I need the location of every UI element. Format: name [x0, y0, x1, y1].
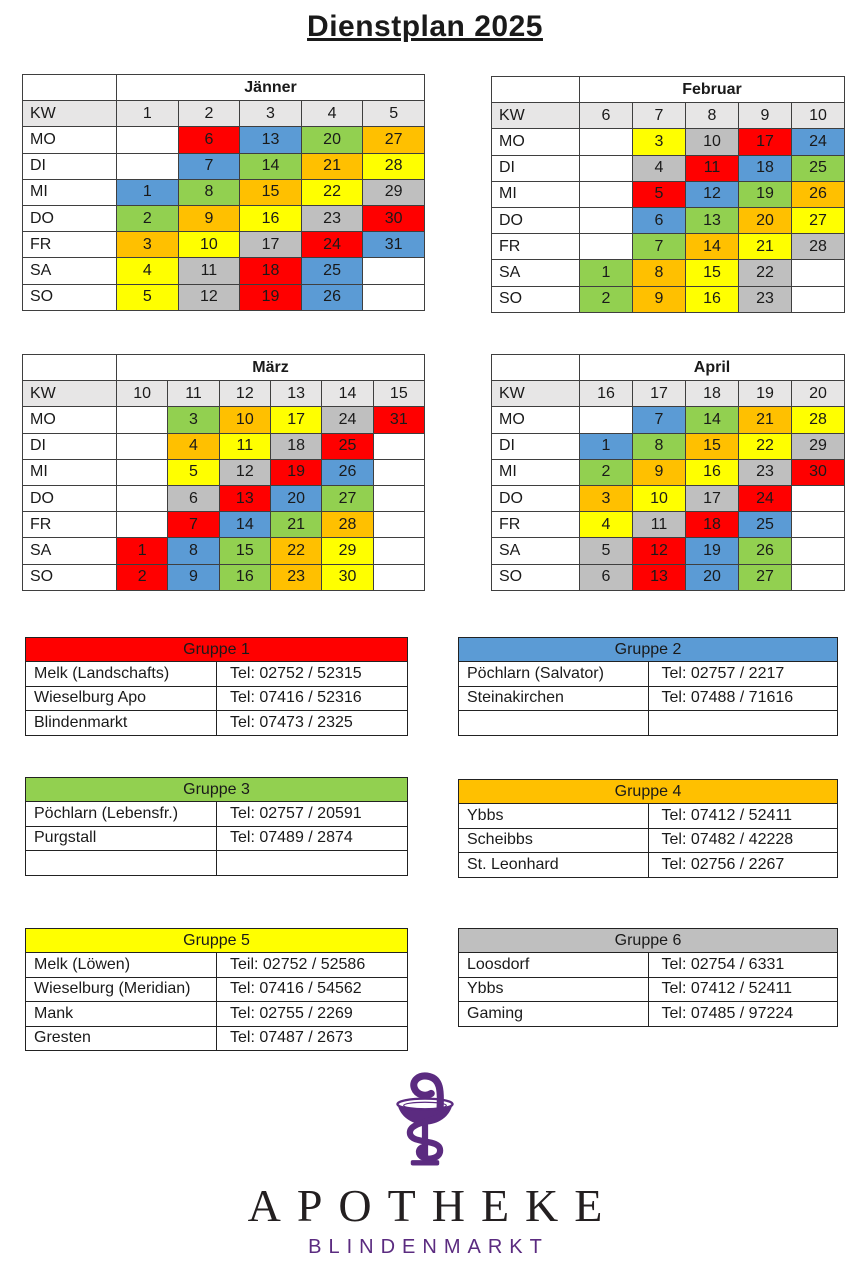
pharmacy-phone: Tel: 02754 / 6331 [648, 953, 838, 977]
empty-cell [580, 207, 633, 233]
group-header: Gruppe 4 [459, 780, 838, 804]
pharmacy-name: Mank [26, 1002, 217, 1026]
day-cell: 16 [240, 205, 302, 231]
day-label: DO [23, 205, 117, 231]
day-cell: 7 [633, 407, 686, 433]
day-label: MI [23, 459, 117, 485]
day-cell: 26 [792, 181, 845, 207]
day-label: SA [492, 538, 580, 564]
calendar-februar [491, 76, 845, 313]
day-cell: 27 [792, 207, 845, 233]
bowl-of-hygieia-icon [385, 1072, 465, 1170]
pharmacy-phone: Tel: 07482 / 42228 [648, 828, 838, 852]
day-cell: 11 [178, 258, 240, 284]
day-cell: 21 [270, 512, 321, 538]
day-cell: 27 [322, 485, 373, 511]
empty-cell [117, 459, 168, 485]
group-header: Gruppe 6 [459, 929, 838, 953]
day-cell: 8 [633, 433, 686, 459]
day-cell: 16 [686, 286, 739, 312]
group-header: Gruppe 5 [26, 929, 408, 953]
day-cell: 19 [240, 284, 302, 310]
day-cell: 24 [739, 485, 792, 511]
day-cell: 11 [219, 433, 270, 459]
day-cell: 5 [117, 284, 179, 310]
day-cell: 19 [686, 538, 739, 564]
pharmacy-name: Pöchlarn (Lebensfr.) [26, 802, 217, 826]
corner-cell [23, 355, 117, 381]
pharmacy-name: St. Leonhard [459, 853, 649, 877]
day-cell: 3 [168, 407, 219, 433]
month-title: Jänner [117, 75, 425, 101]
day-cell: 3 [633, 129, 686, 155]
day-cell: 20 [301, 127, 363, 153]
pharmacy-name: Melk (Löwen) [26, 953, 217, 977]
logo-wordmark: APOTHEKE [247, 1180, 619, 1231]
group-table-6 [458, 928, 838, 1027]
day-cell: 25 [739, 512, 792, 538]
calendar-jaenner [22, 74, 425, 311]
day-cell: 4 [168, 433, 219, 459]
month-title: Februar [580, 77, 845, 103]
corner-cell [23, 75, 117, 101]
kw-number: 20 [792, 381, 845, 407]
day-cell: 27 [739, 564, 792, 590]
day-label: SO [492, 564, 580, 590]
day-cell: 6 [580, 564, 633, 590]
pharmacy-phone: Tel: 07487 / 2673 [217, 1026, 408, 1050]
kw-number: 10 [117, 381, 168, 407]
group-table-4 [458, 779, 838, 878]
calendar-table [491, 354, 845, 591]
day-cell: 10 [633, 485, 686, 511]
empty-cell [26, 851, 217, 875]
day-label: FR [23, 232, 117, 258]
day-cell: 1 [117, 179, 179, 205]
empty-cell [459, 711, 649, 735]
day-cell: 13 [686, 207, 739, 233]
empty-cell [363, 258, 425, 284]
day-cell: 25 [792, 155, 845, 181]
day-cell: 4 [117, 258, 179, 284]
day-cell: 15 [240, 179, 302, 205]
day-label: MO [23, 127, 117, 153]
pharmacy-phone: Tel: 07485 / 97224 [648, 1002, 838, 1026]
empty-cell [792, 512, 845, 538]
day-cell: 25 [322, 433, 373, 459]
day-cell: 24 [322, 407, 373, 433]
group-header: Gruppe 2 [459, 638, 838, 662]
kw-label: KW [23, 101, 117, 127]
pharmacy-phone: Tel: 07488 / 71616 [648, 686, 838, 710]
kw-number: 11 [168, 381, 219, 407]
day-label: FR [23, 512, 117, 538]
kw-number: 10 [792, 103, 845, 129]
day-cell: 5 [168, 459, 219, 485]
day-cell: 14 [686, 407, 739, 433]
pharmacy-phone: Tel: 07416 / 52316 [217, 686, 408, 710]
empty-cell [792, 286, 845, 312]
empty-cell [580, 234, 633, 260]
day-label: DO [492, 485, 580, 511]
day-cell: 12 [178, 284, 240, 310]
day-cell: 1 [580, 433, 633, 459]
kw-number: 15 [373, 381, 424, 407]
day-cell: 23 [739, 459, 792, 485]
empty-cell [217, 851, 408, 875]
calendar-maerz [22, 354, 425, 591]
day-cell: 22 [739, 260, 792, 286]
day-cell: 29 [322, 538, 373, 564]
day-cell: 15 [686, 433, 739, 459]
day-cell: 17 [739, 129, 792, 155]
calendar-april [491, 354, 845, 591]
empty-cell [792, 260, 845, 286]
day-cell: 20 [270, 485, 321, 511]
day-cell: 17 [240, 232, 302, 258]
day-cell: 15 [686, 260, 739, 286]
pharmacy-name: Loosdorf [459, 953, 649, 977]
day-label: SA [23, 258, 117, 284]
pharmacy-name: Wieselburg Apo [26, 686, 217, 710]
empty-cell [117, 512, 168, 538]
day-cell: 4 [633, 155, 686, 181]
day-cell: 1 [580, 260, 633, 286]
group-table [25, 637, 408, 736]
group-table [458, 779, 838, 878]
empty-cell [648, 711, 838, 735]
calendar-table [22, 354, 425, 591]
day-cell: 5 [580, 538, 633, 564]
day-cell: 18 [240, 258, 302, 284]
empty-cell [117, 127, 179, 153]
kw-number: 19 [739, 381, 792, 407]
empty-cell [117, 433, 168, 459]
pharmacy-name: Ybbs [459, 977, 649, 1001]
day-cell: 10 [686, 129, 739, 155]
empty-cell [792, 564, 845, 590]
day-label: SO [492, 286, 580, 312]
day-cell: 21 [739, 234, 792, 260]
empty-cell [373, 538, 424, 564]
day-cell: 29 [792, 433, 845, 459]
pharmacy-name: Gaming [459, 1002, 649, 1026]
day-label: FR [492, 234, 580, 260]
group-table [25, 928, 408, 1051]
page-title: Dienstplan 2025 [307, 10, 543, 43]
group-table [458, 637, 838, 736]
kw-number: 7 [633, 103, 686, 129]
day-label: MI [492, 181, 580, 207]
empty-cell [117, 407, 168, 433]
day-cell: 3 [117, 232, 179, 258]
kw-number: 4 [301, 101, 363, 127]
day-cell: 2 [117, 564, 168, 590]
day-cell: 30 [322, 564, 373, 590]
kw-number: 6 [580, 103, 633, 129]
group-table [458, 928, 838, 1027]
day-label: SO [23, 564, 117, 590]
day-cell: 20 [686, 564, 739, 590]
day-cell: 13 [633, 564, 686, 590]
day-label: SA [492, 260, 580, 286]
pharmacy-name: Scheibbs [459, 828, 649, 852]
kw-number: 3 [240, 101, 302, 127]
empty-cell [363, 284, 425, 310]
pharmacy-phone: Tel: 02756 / 2267 [648, 853, 838, 877]
day-cell: 19 [739, 181, 792, 207]
pharmacy-phone: Tel: 07412 / 52411 [648, 977, 838, 1001]
empty-cell [373, 485, 424, 511]
day-cell: 31 [373, 407, 424, 433]
kw-number: 9 [739, 103, 792, 129]
pharmacy-phone: Tel: 02752 / 52315 [217, 662, 408, 686]
pharmacy-phone: Tel: 07473 / 2325 [217, 711, 408, 735]
empty-cell [580, 407, 633, 433]
day-cell: 14 [686, 234, 739, 260]
pharmacy-logo [0, 1072, 850, 1259]
group-table-1 [25, 637, 408, 736]
day-cell: 26 [301, 284, 363, 310]
day-cell: 23 [270, 564, 321, 590]
day-cell: 3 [580, 485, 633, 511]
day-cell: 28 [792, 407, 845, 433]
day-cell: 14 [219, 512, 270, 538]
day-cell: 1 [117, 538, 168, 564]
day-label: DO [492, 207, 580, 233]
day-cell: 22 [270, 538, 321, 564]
day-cell: 20 [739, 207, 792, 233]
empty-cell [792, 485, 845, 511]
kw-number: 13 [270, 381, 321, 407]
pharmacy-name: Wieselburg (Meridian) [26, 977, 217, 1001]
empty-cell [373, 459, 424, 485]
day-label: SO [23, 284, 117, 310]
month-title: März [117, 355, 425, 381]
day-cell: 17 [686, 485, 739, 511]
pharmacy-phone: Tel: 07416 / 54562 [217, 977, 408, 1001]
pharmacy-name: Blindenmarkt [26, 711, 217, 735]
day-cell: 28 [322, 512, 373, 538]
day-cell: 23 [739, 286, 792, 312]
day-cell: 24 [792, 129, 845, 155]
calendar-table [491, 76, 845, 313]
empty-cell [373, 512, 424, 538]
kw-label: KW [492, 381, 580, 407]
pharmacy-phone: Tel: 07412 / 52411 [648, 804, 838, 828]
empty-cell [373, 433, 424, 459]
group-table-3 [25, 777, 408, 876]
day-cell: 7 [633, 234, 686, 260]
day-cell: 30 [363, 205, 425, 231]
day-label: FR [492, 512, 580, 538]
empty-cell [580, 155, 633, 181]
day-label: DI [492, 155, 580, 181]
day-cell: 5 [633, 181, 686, 207]
pharmacy-phone: Tel: 02757 / 2217 [648, 662, 838, 686]
kw-number: 12 [219, 381, 270, 407]
day-cell: 12 [686, 181, 739, 207]
day-cell: 13 [240, 127, 302, 153]
day-cell: 26 [739, 538, 792, 564]
day-cell: 29 [363, 179, 425, 205]
day-cell: 17 [270, 407, 321, 433]
day-cell: 18 [739, 155, 792, 181]
day-cell: 16 [686, 459, 739, 485]
group-header: Gruppe 3 [26, 778, 408, 802]
day-cell: 30 [792, 459, 845, 485]
kw-number: 18 [686, 381, 739, 407]
day-cell: 2 [580, 286, 633, 312]
kw-label: KW [492, 103, 580, 129]
day-cell: 14 [240, 153, 302, 179]
corner-cell [492, 77, 580, 103]
kw-number: 5 [363, 101, 425, 127]
pharmacy-phone: Tel: 07489 / 2874 [217, 826, 408, 850]
day-cell: 21 [739, 407, 792, 433]
calendar-table [22, 74, 425, 311]
day-cell: 7 [168, 512, 219, 538]
pharmacy-name: Gresten [26, 1026, 217, 1050]
kw-label: KW [23, 381, 117, 407]
pharmacy-phone: Tel: 02755 / 2269 [217, 1002, 408, 1026]
kw-number: 14 [322, 381, 373, 407]
day-cell: 18 [270, 433, 321, 459]
day-label: MI [23, 179, 117, 205]
day-cell: 2 [117, 205, 179, 231]
day-cell: 8 [168, 538, 219, 564]
day-cell: 9 [633, 459, 686, 485]
day-cell: 28 [363, 153, 425, 179]
kw-number: 1 [117, 101, 179, 127]
day-label: MI [492, 459, 580, 485]
day-cell: 22 [301, 179, 363, 205]
day-cell: 19 [270, 459, 321, 485]
day-label: DI [23, 433, 117, 459]
day-label: DO [23, 485, 117, 511]
day-cell: 24 [301, 232, 363, 258]
kw-number: 17 [633, 381, 686, 407]
logo-subtitle: BLINDENMARKT [308, 1236, 549, 1258]
empty-cell [792, 538, 845, 564]
pharmacy-phone: Tel: 02757 / 20591 [217, 802, 408, 826]
day-cell: 4 [580, 512, 633, 538]
pharmacy-name: Melk (Landschafts) [26, 662, 217, 686]
kw-number: 16 [580, 381, 633, 407]
day-label: MO [492, 407, 580, 433]
group-table-2 [458, 637, 838, 736]
day-cell: 11 [686, 155, 739, 181]
pharmacy-name: Pöchlarn (Salvator) [459, 662, 649, 686]
day-cell: 13 [219, 485, 270, 511]
day-cell: 23 [301, 205, 363, 231]
month-title: April [580, 355, 845, 381]
empty-cell [373, 564, 424, 590]
day-cell: 9 [633, 286, 686, 312]
day-cell: 10 [219, 407, 270, 433]
kw-number: 8 [686, 103, 739, 129]
day-cell: 18 [686, 512, 739, 538]
day-label: MO [492, 129, 580, 155]
day-cell: 9 [178, 205, 240, 231]
empty-cell [117, 153, 179, 179]
day-label: DI [23, 153, 117, 179]
day-cell: 8 [178, 179, 240, 205]
day-cell: 8 [633, 260, 686, 286]
day-cell: 6 [633, 207, 686, 233]
day-cell: 12 [633, 538, 686, 564]
day-cell: 26 [322, 459, 373, 485]
pharmacy-name: Purgstall [26, 826, 217, 850]
day-label: SA [23, 538, 117, 564]
empty-cell [580, 181, 633, 207]
day-cell: 11 [633, 512, 686, 538]
day-cell: 12 [219, 459, 270, 485]
day-cell: 7 [178, 153, 240, 179]
day-cell: 2 [580, 459, 633, 485]
day-label: MO [23, 407, 117, 433]
corner-cell [492, 355, 580, 381]
day-cell: 25 [301, 258, 363, 284]
day-cell: 28 [792, 234, 845, 260]
day-cell: 6 [168, 485, 219, 511]
empty-cell [117, 485, 168, 511]
group-header: Gruppe 1 [26, 638, 408, 662]
day-cell: 16 [219, 564, 270, 590]
day-cell: 27 [363, 127, 425, 153]
day-cell: 21 [301, 153, 363, 179]
day-cell: 31 [363, 232, 425, 258]
empty-cell [580, 129, 633, 155]
day-cell: 15 [219, 538, 270, 564]
pharmacy-name: Steinakirchen [459, 686, 649, 710]
day-label: DI [492, 433, 580, 459]
group-table-5 [25, 928, 408, 1051]
kw-number: 2 [178, 101, 240, 127]
pharmacy-phone: Teil: 02752 / 52586 [217, 953, 408, 977]
day-cell: 9 [168, 564, 219, 590]
pharmacy-name: Ybbs [459, 804, 649, 828]
day-cell: 22 [739, 433, 792, 459]
group-table [25, 777, 408, 876]
day-cell: 10 [178, 232, 240, 258]
day-cell: 6 [178, 127, 240, 153]
